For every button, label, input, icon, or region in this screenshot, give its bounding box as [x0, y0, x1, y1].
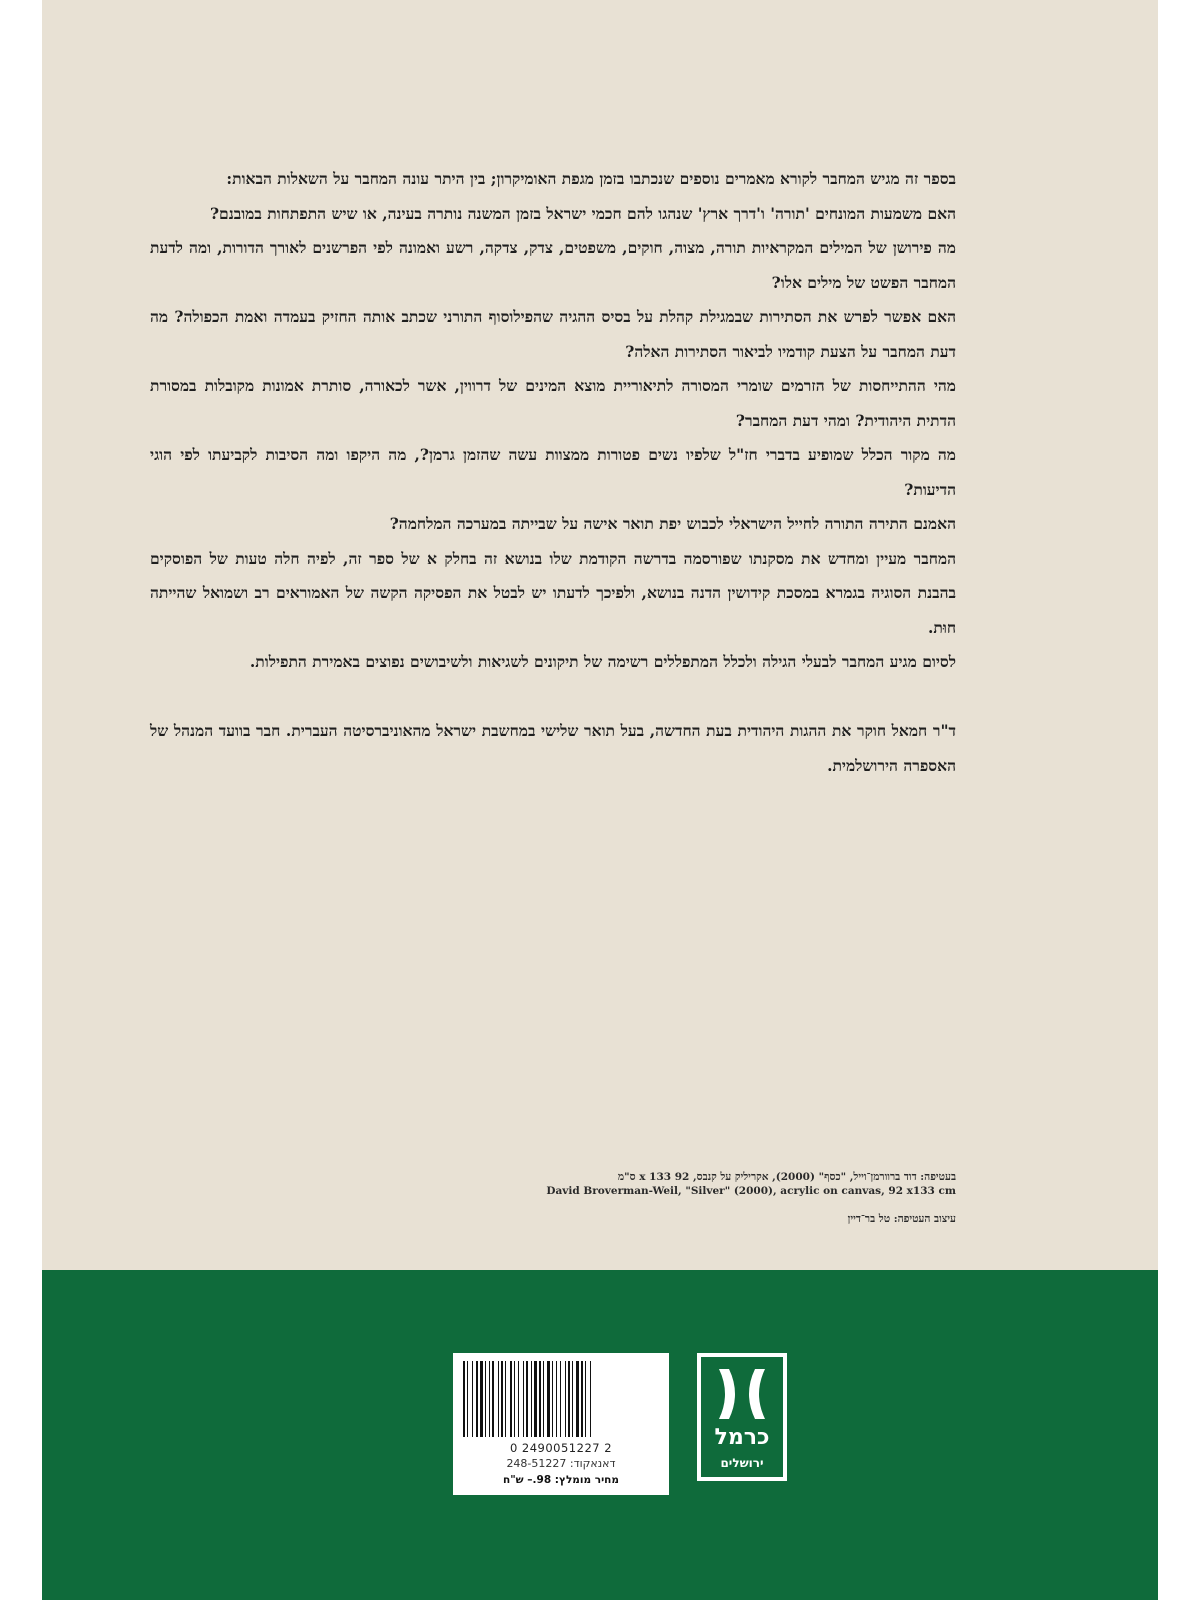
- cover-credits: [210, 1170, 956, 1226]
- blurb-paragraph: האם משמעות המונחים 'תורה' ו'דרך ארץ' שנהגו להם חכמי ישראל בזמן המשנה נותרה בעינה, או שיש התפתחות במובנם?: [209, 203, 956, 223]
- blurb-paragraph: מה פירושן של המילים המקראיות תורה, מצוה, חוקים, משפטים, צדק, צדקה, רשע ואמונה לפי הפרשנים לאורך הדורות, ומה לדעת המחבר הפשט של מילים אלו?: [150, 238, 956, 292]
- barcode-bars: [463, 1361, 659, 1437]
- publisher-name: כרמל: [714, 1425, 770, 1450]
- cover-art-credit-hebrew: בעטיפה: דוד ברוורמן־וייל, "כסף" (2000), אקריליק על קנבס, 92 x 133 ס"מ: [617, 1171, 956, 1183]
- price-label: מחיר מומלץ: 98.– ש"ח: [502, 1474, 619, 1486]
- catalog-label: דאנאקוד:: [569, 1457, 616, 1470]
- catalog-row: [453, 1457, 669, 1470]
- cover-design-credit: עיצוב העטיפה: טל בר־דיין: [847, 1213, 956, 1225]
- blurb-paragraph: מהי ההתייחסות של הזרמים שומרי המסורה לתיאוריית מוצא המינים של דרווין, אשר לכאורה, סותרת אמונות מקובלות במסורת הדתית היהודית? ומהי דעת המחבר?: [150, 376, 956, 430]
- back-cover-blurb: [150, 162, 956, 783]
- publisher-logo: [697, 1353, 787, 1481]
- publisher-logo-box: [701, 1357, 783, 1477]
- catalog-number: 248-51227: [506, 1457, 567, 1470]
- blurb-paragraph: המחבר מעיין ומחדש את מסקנתו שפורסמה בדרשה הקודמת שלו בנושא זה בחלק א של ספר זה, לפיה חלה טעות של הפוסקים בהבנת הסוגיה בגמרא במסכת קידושין הדנה בנושא, ולפיכך לדעתו יש לבטל את הפסיקה הקשה של האמוראים רב ושמואל שהייתה חוּת.: [150, 548, 956, 637]
- author-bio: ד"ר חמאל חוקר את ההגות היהודית בעת החדשה, בעל תואר שלישי במחשבת ישראל מהאוניברסיטה העברית. חבר בוועד המנהל של האספרה הירושלמית.: [150, 721, 956, 775]
- barcode-number: 0 2490051227 2: [509, 1441, 613, 1455]
- barcode-label: [453, 1353, 669, 1495]
- publisher-city: ירושלים: [720, 1456, 764, 1470]
- barcode-space: [591, 1361, 594, 1437]
- blurb-paragraph: לסיום מגיע המחבר לבעלי הגילה ולכלל המתפללים רשימה של תיקונים לשגיאות ולשיבושים נפוצים באמירת התפילות.: [249, 652, 956, 671]
- blurb-paragraph: בספר זה מגיש המחבר לקורא מאמרים נוספים שנכתבו בזמן מגפת האומיקרון; בין היתר עונה המחבר על השאלות הבאות:: [226, 169, 956, 188]
- carmel-mark-icon: [714, 1365, 770, 1423]
- blurb-paragraph: מה מקור הכלל שמופיע בדברי חז"ל שלפיו נשים פטורות ממצוות עשה שהזמן גרמן?, מה היקפו ומה הסיבות לקביעתו לפי הוגי הדיעות?: [150, 445, 956, 499]
- cover-art-credit-english: David Broverman-Weil, "Silver" (2000), acrylic on canvas, 92 x133 cm: [546, 1185, 956, 1197]
- blurb-paragraph: האם אפשר לפרש את הסתירות שבמגילת קהלת על בסיס ההגיה שהפילוסוף התורני שכתב אותה החזיק בעמדה ואמת הכפולה? מה דעת המחבר על הצעת קודמיו לביאור הסתירות האלה?: [150, 307, 956, 361]
- blurb-paragraph: האמנם התירה התורה לחייל הישראלי לכבוש יפת תואר אישה על שבייתה במערכה המלחמה?: [389, 514, 956, 533]
